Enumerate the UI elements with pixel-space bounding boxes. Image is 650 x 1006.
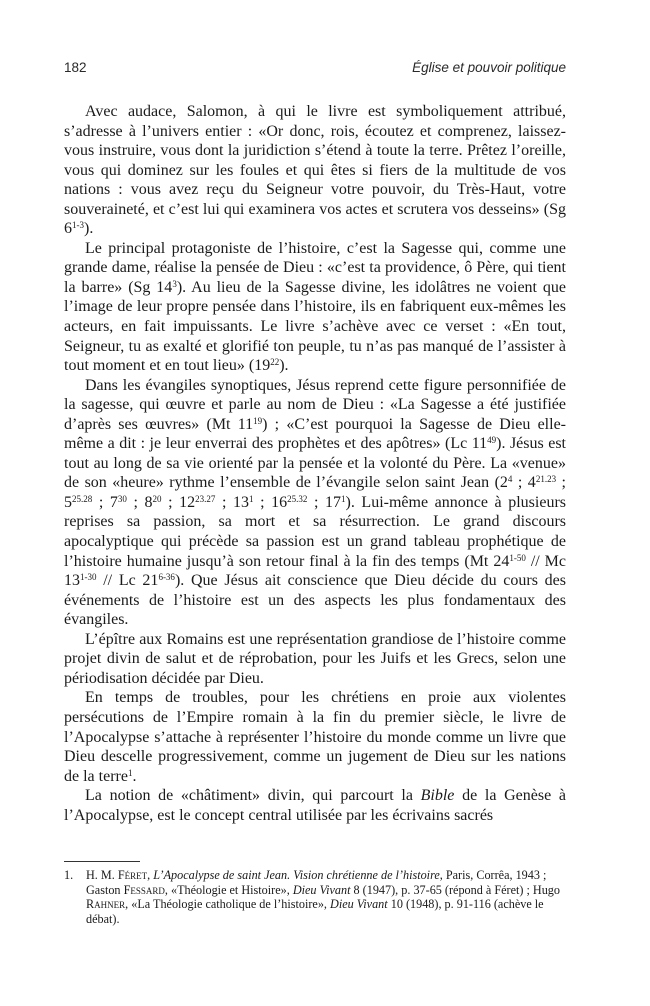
text-run: , «La Théologie catholique de l’histoire»,	[125, 897, 331, 912]
superscript-reference: 6-36	[158, 572, 175, 583]
superscript-reference: 25.28	[72, 493, 93, 504]
text-run: ) ; «C’est pourquoi la Sagesse de Dieu elle-même a dit : je leur enverrai des prophètes et des apôtres» (Lc 11	[64, 415, 566, 453]
superscript-reference: 23.27	[195, 493, 216, 504]
italic-text: Bible	[420, 787, 455, 805]
paragraph	[64, 688, 566, 786]
superscript-reference: 49	[487, 435, 497, 446]
text-run: ; 13	[215, 493, 249, 511]
author-name: Féret	[117, 868, 148, 882]
italic-text: Dieu Vivant	[292, 882, 351, 897]
text-run: de la Genèse à l’Apocalypse, est le concept central utilisée par les écrivains sacrés	[64, 787, 566, 824]
running-title: Église et pouvoir politique	[412, 60, 566, 75]
paragraph	[64, 102, 566, 239]
text-run: Le principal protagoniste de l’histoire, c’est la Sagesse qui, comme une grande dame, réalise la pensée de Dieu : «c’est ta providence, ô Père, qui tient la barre» (Sg 14	[64, 239, 566, 296]
text-run: .	[132, 767, 137, 785]
superscript-reference: 20	[152, 493, 162, 504]
paragraph	[64, 630, 566, 689]
text-run: La notion de «châtiment» divin, qui parcourt la	[85, 787, 421, 805]
superscript-reference: 1	[249, 493, 254, 504]
footnotes	[64, 868, 566, 926]
superscript-reference: 1	[127, 767, 133, 778]
paragraph	[64, 239, 566, 376]
superscript-reference: 1	[341, 493, 346, 504]
italic-text: Dieu Vivant	[330, 897, 388, 912]
text-run: ; 4	[512, 474, 536, 492]
text-run: En temps de troubles, pour les chrétiens en proie aux violentes persécutions de l’Empire romain à la fin du premier siècle, le livre de l’Apocalypse s’attache à représenter l’histoire du monde comme un livre que Dieu descelle progressivement, comme un jugement de Dieu sur les nations de la terre	[64, 689, 566, 785]
text-run: ). Que Jésus ait conscience que Dieu décide du cours des événements de l’histoire est un des aspects les plus fondamentaux des évangiles.	[64, 572, 567, 629]
text-run: 8 (1947), p. 37-65 (répond à Féret) ; Hugo	[350, 882, 560, 897]
text-run: , Paris, Corrêa, 1943 ; Gaston	[86, 868, 547, 897]
text-run: , «Théologie et Histoire»,	[164, 882, 293, 897]
italic-text: L’Apocalypse de saint Jean. Vision chrétienne de l’histoire	[153, 868, 440, 882]
superscript-reference: 4	[507, 474, 513, 485]
text-run: ,	[147, 868, 154, 882]
text-run: ; 12	[161, 493, 196, 511]
text-run: H. M.	[86, 868, 118, 882]
superscript-reference: 1-30	[80, 572, 97, 583]
text-run: Dans les évangiles synoptiques, Jésus reprend cette figure personnifiée de la sagesse, qui œuvre et parle au nom de Dieu : «La Sagesse a été justifiée d’après ses œuvres» (Mt 11	[64, 376, 566, 433]
paragraph	[64, 786, 566, 825]
text-run: L’épître aux Romains est une représentation grandiose de l’histoire comme projet divin de salut et de réprobation, pour les Juifs et les Grecs, selon une périodisation décidée par Dieu.	[64, 630, 566, 687]
text-run: ). Lui-même annonce à plusieurs reprises sa passion, sa mort et sa résurrection. Le grand discours apocalyptique qui précède sa passion est un grand tableau prophétique de l’histoire humaine jusqu’à son retour final à la fin des temps (Mt 24	[64, 493, 566, 570]
text-run: ; 7	[92, 493, 118, 511]
text-run: // Lc 21	[96, 572, 159, 590]
text-run: 10 (1948), p. 91-116 (achève le débat).	[86, 897, 544, 926]
text-run: // Mc 13	[64, 552, 567, 590]
text-run: ; 8	[126, 493, 153, 511]
author-name: Fessard	[123, 882, 165, 897]
running-header	[64, 60, 566, 80]
text-run: ).	[279, 357, 289, 375]
text-run: ).	[84, 220, 94, 238]
text-run: ). Jésus est tout au long de sa vie orienté par la pensée et la volonté du Père. La «venue» de son «heure» rythme l’ensemble de l’évangile selon saint Jean (2	[64, 435, 566, 492]
text-run: Avec audace, Salomon, à qui le livre est symboliquement attribué, s’adresse à l’univers entier : «Or donc, rois, écoutez et comprenez, laissez-vous instruire, vous dont la juridiction s’étend à toute la terre. Prêtez l’oreille, vous qui dominez sur les foules et qui êtes si fiers de la multitude de vos nations : vous avez reçu du Seigneur votre pouvoir, du Très-Haut, votre souveraineté, et c’est lui qui examinera vos actes et scrutera vos desseins» (Sg 6	[64, 103, 566, 238]
superscript-reference: 1-50	[509, 552, 526, 563]
footnote-separator	[64, 861, 140, 862]
footnote	[64, 868, 566, 926]
superscript-reference: 21.23	[535, 474, 557, 485]
superscript-reference: 3	[172, 278, 177, 289]
paragraph	[64, 376, 566, 630]
text-run: ). Au lieu de la Sagesse divine, les idolâtres ne voient que l’image de leur propre pensée dans l’histoire, ils en fabriquent eux-mêmes les acteurs, en fait impuissants. Le livre s’achève avec ce verset : «En tout, Seigneur, tu as exalté et glorifié ton peuple, tu n’as pas manqué de l’assister à tout moment et en tout lieu» (19	[64, 278, 566, 375]
page-number: 182	[64, 60, 87, 75]
footnote-text	[86, 868, 566, 926]
superscript-reference: 19	[253, 415, 263, 426]
text-run: ; 16	[253, 493, 288, 511]
superscript-reference: 22	[270, 357, 280, 368]
superscript-reference: 1-3	[72, 220, 84, 231]
author-name: Rahner	[86, 897, 126, 912]
text-run: ; 17	[307, 493, 341, 511]
text-run: ; 5	[64, 474, 566, 511]
body-text	[64, 102, 566, 825]
footnote-number: 1.	[64, 868, 74, 882]
superscript-reference: 25.32	[287, 493, 308, 504]
superscript-reference: 30	[117, 493, 127, 504]
